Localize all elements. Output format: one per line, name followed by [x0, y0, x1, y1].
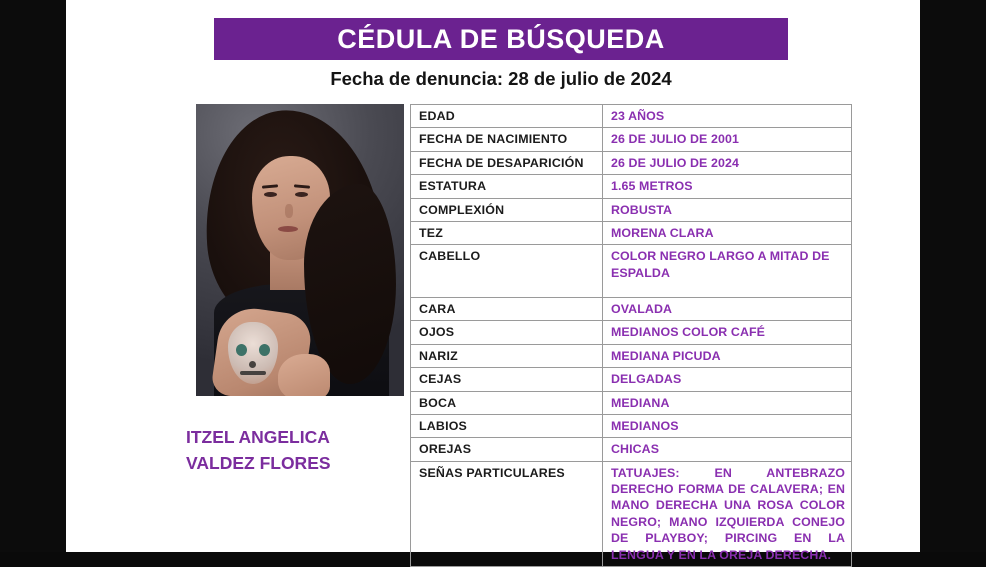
- details-table: [410, 104, 852, 567]
- detail-key: CARA: [411, 298, 603, 321]
- detail-key: NARIZ: [411, 344, 603, 367]
- detail-key: ESTATURA: [411, 175, 603, 198]
- table-row: [411, 151, 852, 174]
- photo-eye-left: [264, 192, 277, 197]
- person-photo: [196, 104, 404, 396]
- table-row: [411, 298, 852, 321]
- detail-value: COLOR NEGRO LARGO A MITAD DE ESPALDA: [603, 245, 852, 298]
- person-name-line2: VALDEZ FLORES: [186, 453, 331, 474]
- detail-value: TATUAJES: EN ANTEBRAZO DERECHO FORMA DE CALAVERA; EN MANO DERECHA UNA ROSA COLOR NEGRO; MANO IZQUIERDA CONEJO DE PLAYBOY; PIRCING EN LA LENGUA Y EN LA OREJA DERECHA.: [603, 461, 852, 566]
- detail-key: SEÑAS PARTICULARES: [411, 461, 603, 566]
- detail-key: FECHA DE DESAPARICIÓN: [411, 151, 603, 174]
- photo-hand: [278, 354, 330, 396]
- letterbox-bar-right: [920, 0, 986, 552]
- detail-key: EDAD: [411, 105, 603, 128]
- table-row: [411, 245, 852, 298]
- detail-value: 1.65 METROS: [603, 175, 852, 198]
- person-name: [186, 424, 401, 477]
- photo-eye-right: [295, 192, 308, 197]
- table-row: [411, 198, 852, 221]
- table-row: [411, 461, 852, 566]
- detail-key: BOCA: [411, 391, 603, 414]
- report-date: Fecha de denuncia: 28 de julio de 2024: [330, 68, 672, 89]
- detail-value: MORENA CLARA: [603, 221, 852, 244]
- detail-value: MEDIANA: [603, 391, 852, 414]
- table-row: [411, 391, 852, 414]
- person-name-line1: ITZEL ANGELICA: [186, 427, 330, 447]
- detail-key: OJOS: [411, 321, 603, 344]
- letterbox-bar-left: [0, 0, 66, 552]
- table-row: [411, 344, 852, 367]
- detail-key: LABIOS: [411, 414, 603, 437]
- table-row: [411, 414, 852, 437]
- detail-value: MEDIANA PICUDA: [603, 344, 852, 367]
- detail-value: CHICAS: [603, 438, 852, 461]
- detail-key: CABELLO: [411, 245, 603, 298]
- detail-value: MEDIANOS: [603, 414, 852, 437]
- detail-value: 26 DE JULIO DE 2024: [603, 151, 852, 174]
- detail-key: OREJAS: [411, 438, 603, 461]
- detail-value: 26 DE JULIO DE 2001: [603, 128, 852, 151]
- detail-value: OVALADA: [603, 298, 852, 321]
- photo-nose: [285, 204, 293, 218]
- detail-value: MEDIANOS COLOR CAFÉ: [603, 321, 852, 344]
- detail-key: FECHA DE NACIMIENTO: [411, 128, 603, 151]
- skull-mouth: [240, 371, 266, 375]
- detail-key: CEJAS: [411, 368, 603, 391]
- table-row: [411, 105, 852, 128]
- detail-value: DELGADAS: [603, 368, 852, 391]
- skull-eye-right: [259, 344, 270, 356]
- table-row: [411, 175, 852, 198]
- detail-key: COMPLEXIÓN: [411, 198, 603, 221]
- table-row: [411, 368, 852, 391]
- table-row: [411, 321, 852, 344]
- banner: [214, 18, 788, 60]
- detail-value: 23 AÑOS: [603, 105, 852, 128]
- table-row: [411, 438, 852, 461]
- detail-value: ROBUSTA: [603, 198, 852, 221]
- table-row: [411, 128, 852, 151]
- skull-eye-left: [236, 344, 247, 356]
- photo-mouth: [278, 226, 298, 232]
- banner-title: CÉDULA DE BÚSQUEDA: [337, 23, 665, 54]
- skull-nose: [249, 361, 256, 368]
- table-row: [411, 221, 852, 244]
- detail-key: TEZ: [411, 221, 603, 244]
